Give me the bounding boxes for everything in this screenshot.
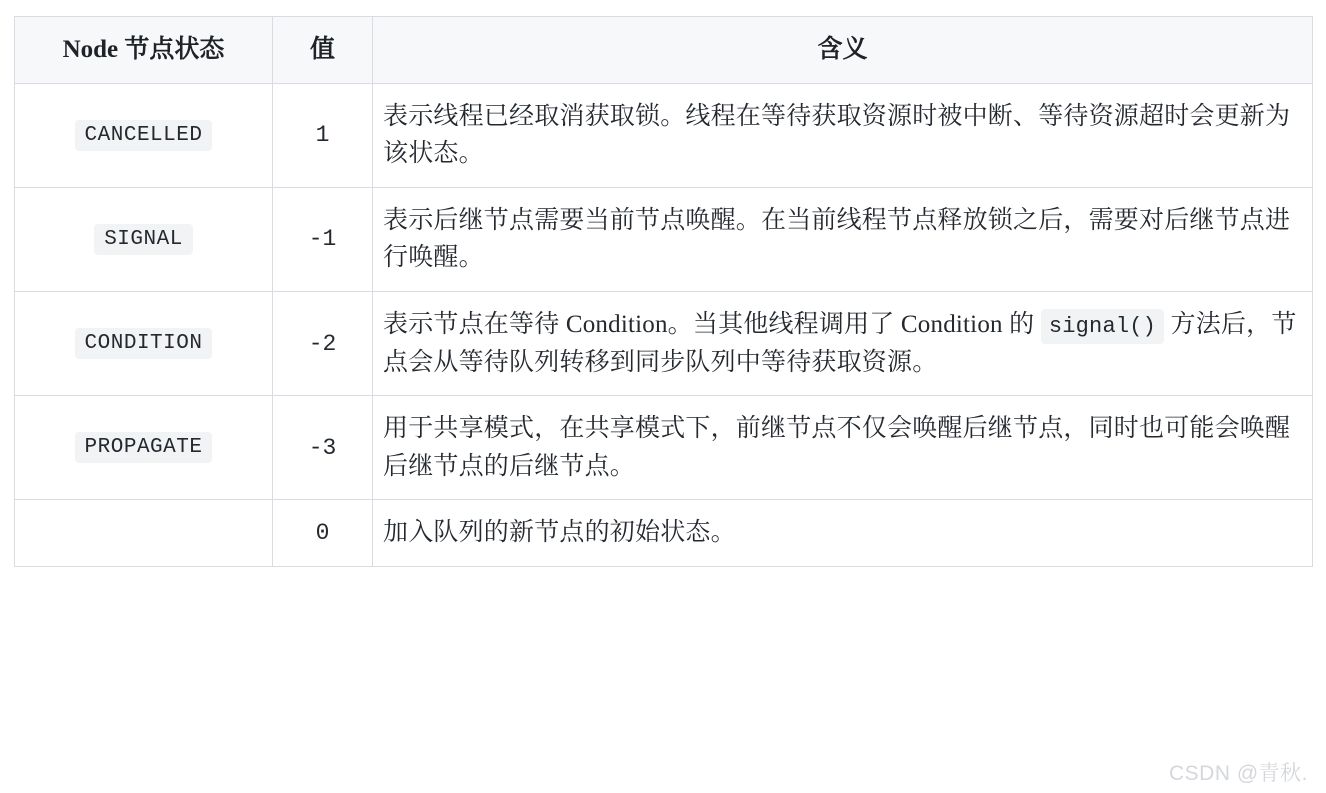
table-body bbox=[15, 83, 1313, 566]
table-row bbox=[15, 500, 1313, 567]
cell-node-state bbox=[15, 291, 273, 396]
cell-meaning bbox=[373, 500, 1313, 567]
node-state-chip: PROPAGATE bbox=[75, 432, 213, 463]
cell-value: -3 bbox=[273, 396, 373, 500]
cell-meaning bbox=[373, 187, 1313, 291]
cell-node-state bbox=[15, 396, 273, 500]
meaning-text: 加入队列的新节点的初始状态。 bbox=[383, 519, 736, 547]
meaning-text: 表示后继节点需要当前节点唤醒。在当前线程节点释放锁之后，需要对后继节点进行唤醒。 bbox=[383, 206, 1291, 272]
node-state-chip: CONDITION bbox=[75, 328, 213, 359]
node-state-chip: CANCELLED bbox=[75, 120, 213, 151]
table-row bbox=[15, 83, 1313, 187]
table-header-row bbox=[15, 17, 1313, 84]
cell-node-state bbox=[15, 187, 273, 291]
meaning-text: 表示线程已经取消获取锁。线程在等待获取资源时被中断、等待资源超时会更新为该状态。 bbox=[383, 102, 1291, 168]
table-row bbox=[15, 187, 1313, 291]
meaning-text-pre: 表示节点在等待 Condition。当其他线程调用了 Condition 的 bbox=[383, 310, 1035, 338]
cell-meaning bbox=[373, 396, 1313, 500]
cell-meaning bbox=[373, 83, 1313, 187]
cell-value: -1 bbox=[273, 187, 373, 291]
table-header bbox=[15, 17, 1313, 84]
cell-node-state bbox=[15, 500, 273, 567]
node-status-table bbox=[14, 16, 1313, 567]
meaning-text: 用于共享模式，在共享模式下，前继节点不仅会唤醒后继节点，同时也可能会唤醒后继节点的后继节点。 bbox=[383, 415, 1291, 480]
node-state-chip: SIGNAL bbox=[94, 224, 193, 255]
column-header-value: 值 bbox=[273, 17, 373, 84]
cell-value: -2 bbox=[273, 291, 373, 396]
cell-node-state bbox=[15, 83, 273, 187]
signal-method-chip: signal() bbox=[1041, 309, 1164, 344]
column-header-meaning: 含义 bbox=[373, 17, 1313, 84]
cell-meaning bbox=[373, 291, 1313, 396]
cell-value: 0 bbox=[273, 500, 373, 567]
watermark: CSDN @青秋. bbox=[1169, 762, 1308, 785]
table-row bbox=[15, 396, 1313, 500]
table-row bbox=[15, 291, 1313, 396]
column-header-node-state: Node 节点状态 bbox=[15, 17, 273, 84]
cell-value: 1 bbox=[273, 83, 373, 187]
meaning-text-post: 方法后，节点会从等待队列转移到同步队列中等待获取资源。 bbox=[383, 310, 1297, 376]
